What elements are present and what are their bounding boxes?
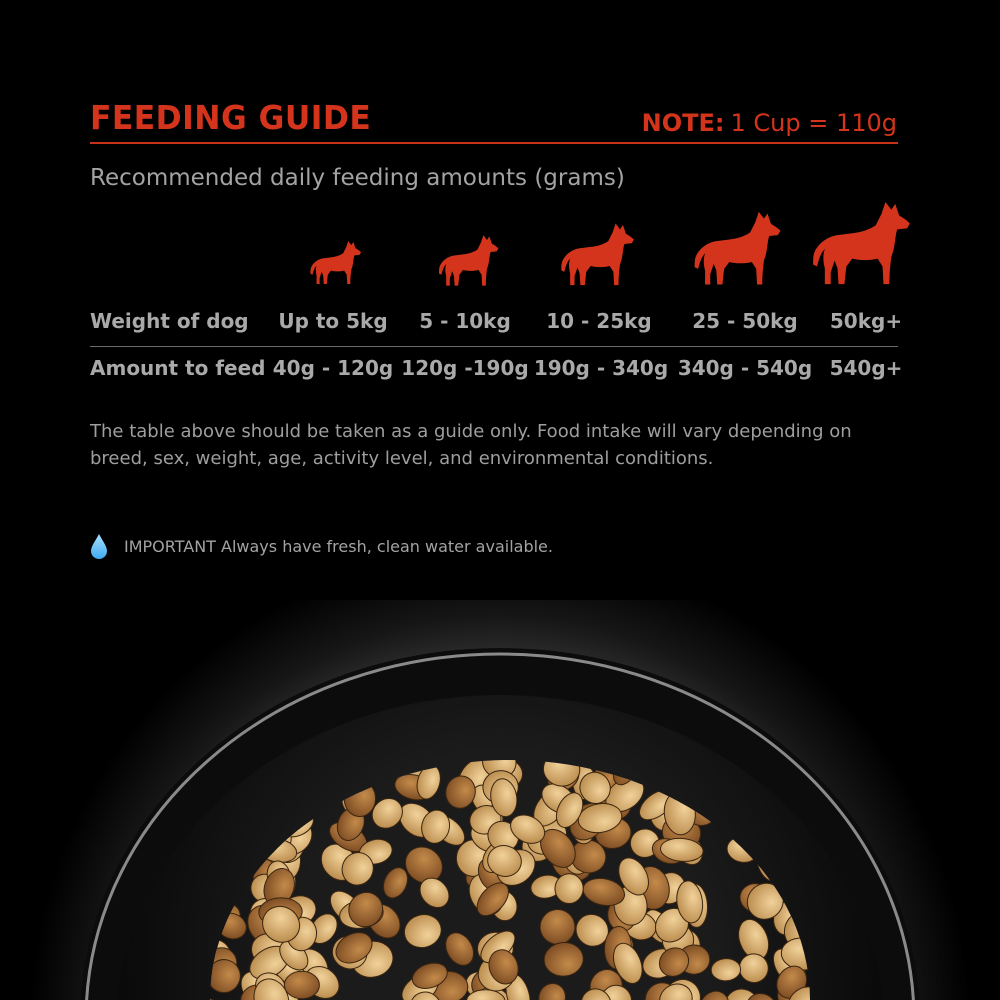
- important-note: [90, 532, 553, 560]
- table-divider: [90, 346, 898, 347]
- weight-cell: Up to 5kg: [278, 309, 388, 333]
- dog-icon-xl: [812, 200, 912, 288]
- kibble-piece: [284, 971, 319, 999]
- dog-icon-m: [560, 222, 636, 288]
- amount-cell: 190g - 340g: [533, 356, 669, 380]
- page-title: FEEDING GUIDE: [90, 98, 372, 137]
- weight-cell: 10 - 25kg: [546, 309, 652, 333]
- dog-icon-l: [694, 210, 782, 288]
- amount-cell: 340g - 540g: [677, 356, 813, 380]
- amount-cell: 540g+: [829, 356, 903, 380]
- weight-cell: 50kg+: [829, 309, 903, 333]
- disclaimer-text: The table above should be taken as a guide only. Food intake will vary depending on breed, sex, weight, age, activity level, and environmental conditions.: [90, 421, 852, 469]
- water-drop-icon: [90, 533, 108, 560]
- food-bowl-image: [0, 600, 1000, 1000]
- note-text: 1 Cup = 110g: [730, 109, 897, 137]
- note-label: NOTE:: [641, 109, 725, 137]
- amount-cell: 120g -190g: [401, 356, 529, 380]
- dog-icon-s: [438, 234, 500, 288]
- subtitle: Recommended daily feeding amounts (grams): [90, 165, 625, 191]
- weight-cell: 25 - 50kg: [692, 309, 798, 333]
- cup-note: [642, 108, 897, 138]
- important-text: IMPORTANT Always have fresh, clean water available.: [124, 536, 553, 556]
- weight-row-label: Weight of dog: [90, 309, 249, 333]
- header-divider: [90, 142, 898, 144]
- weight-cell: 5 - 10kg: [419, 309, 511, 333]
- amount-cell: 40g - 120g: [272, 356, 394, 380]
- amount-row-label: Amount to feed: [90, 356, 266, 380]
- dog-icon-xs: [310, 240, 362, 286]
